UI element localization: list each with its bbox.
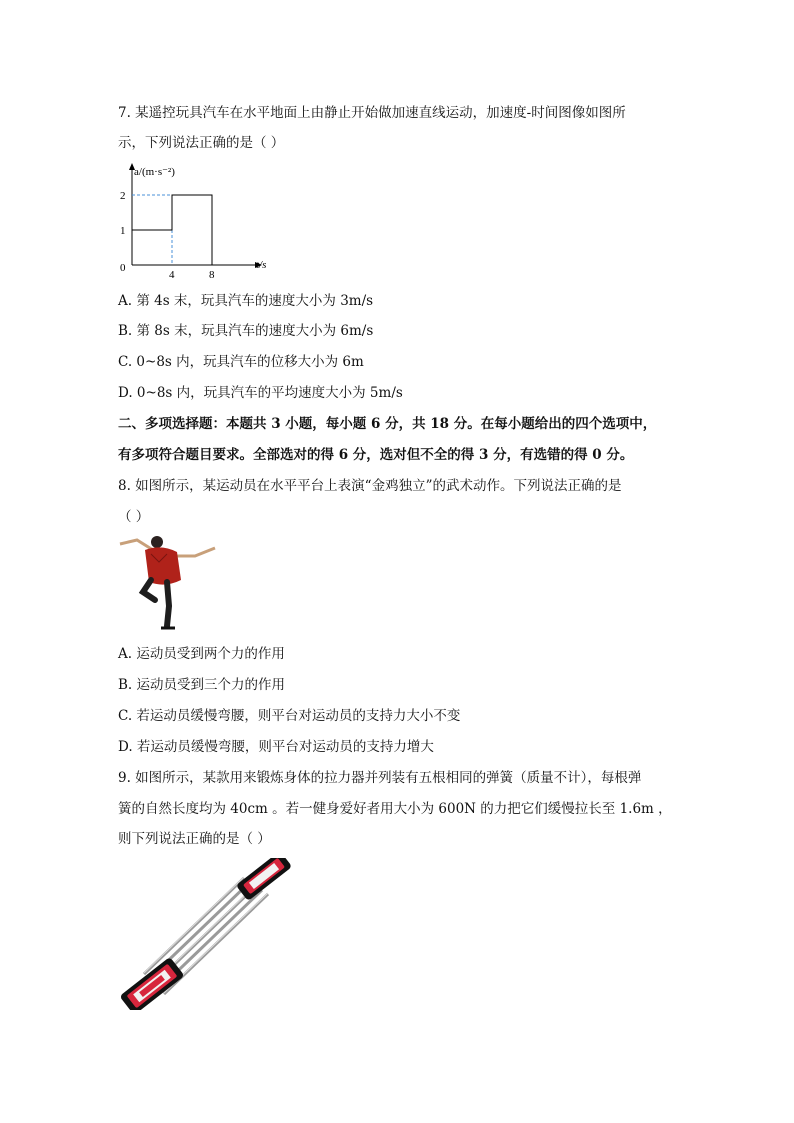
- q7-stem-line-1: 7. 某遥控玩具汽车在水平地面上由静止开始做加速直线运动，加速度-时间图像如图所: [118, 105, 626, 121]
- q9-stem-line-1: 9. 如图所示，某款用来锻炼身体的拉力器并列装有五根相同的弹簧（质量不计），每根弹: [118, 770, 642, 786]
- series-line: [132, 195, 212, 265]
- q8-stem-line-1: 8. 如图所示，某运动员在水平平台上表演“金鸡独立”的武术动作。下列说法正确的是: [118, 478, 622, 494]
- head: [151, 536, 163, 548]
- section-2-heading-line-2: 有多项符合题目要求。全部选对的得 6 分，选对但不全的得 3 分，有选错的得 0 分。: [118, 447, 634, 463]
- q8-option-d: D. 若运动员缓慢弯腰，则平台对运动员的支持力增大: [118, 739, 434, 755]
- y-tick-2: 2: [120, 190, 126, 202]
- y-tick-1: 1: [120, 225, 126, 237]
- q7-option-b: B. 第 8s 末，玩具汽车的速度大小为 6m/s: [118, 323, 374, 339]
- q7-option-a: A. 第 4s 末，玩具汽车的速度大小为 3m/s: [118, 293, 374, 309]
- q8-option-a: A. 运动员受到两个力的作用: [118, 646, 285, 662]
- q9-stem-line-2: 簧的自然长度均为 40cm 。若一健身爱好者用大小为 600N 的力把它们缓慢拉长至 1.6m ，: [118, 801, 672, 817]
- right-arm: [175, 548, 215, 556]
- left-arm: [120, 540, 153, 550]
- q7-option-c: C. 0~8s 内，玩具汽车的位移大小为 6m: [118, 354, 364, 370]
- q7-option-d: D. 0~8s 内，玩具汽车的平均速度大小为 5m/s: [118, 385, 403, 401]
- q8-stem-line-2: （ ）: [118, 509, 150, 525]
- q7-stem-line-2: 示，下列说法正确的是（ ）: [118, 135, 285, 151]
- origin-label: 0: [120, 262, 126, 274]
- standing-leg: [167, 582, 169, 626]
- section-2-heading-line-1: 二、多项选择题：本题共 3 小题，每小题 6 分，共 18 分。在每小题给出的四个选项中，: [118, 416, 657, 432]
- x-tick-8: 8: [209, 269, 215, 280]
- spring-expander-illustration: [116, 858, 301, 1010]
- martial-artist-illustration: [115, 532, 220, 632]
- x-tick-4: 4: [169, 269, 175, 280]
- top-handle: [236, 858, 292, 901]
- x-axis-label: t/s: [256, 259, 267, 271]
- y-axis-label: a/(m·s⁻²): [134, 166, 175, 178]
- acceleration-time-graph: [110, 160, 280, 280]
- q8-option-b: B. 运动员受到三个力的作用: [118, 677, 286, 693]
- q8-option-c: C. 若运动员缓慢弯腰，则平台对运动员的支持力大小不变: [118, 708, 461, 724]
- q9-stem-line-3: 则下列说法正确的是（ ）: [118, 831, 271, 847]
